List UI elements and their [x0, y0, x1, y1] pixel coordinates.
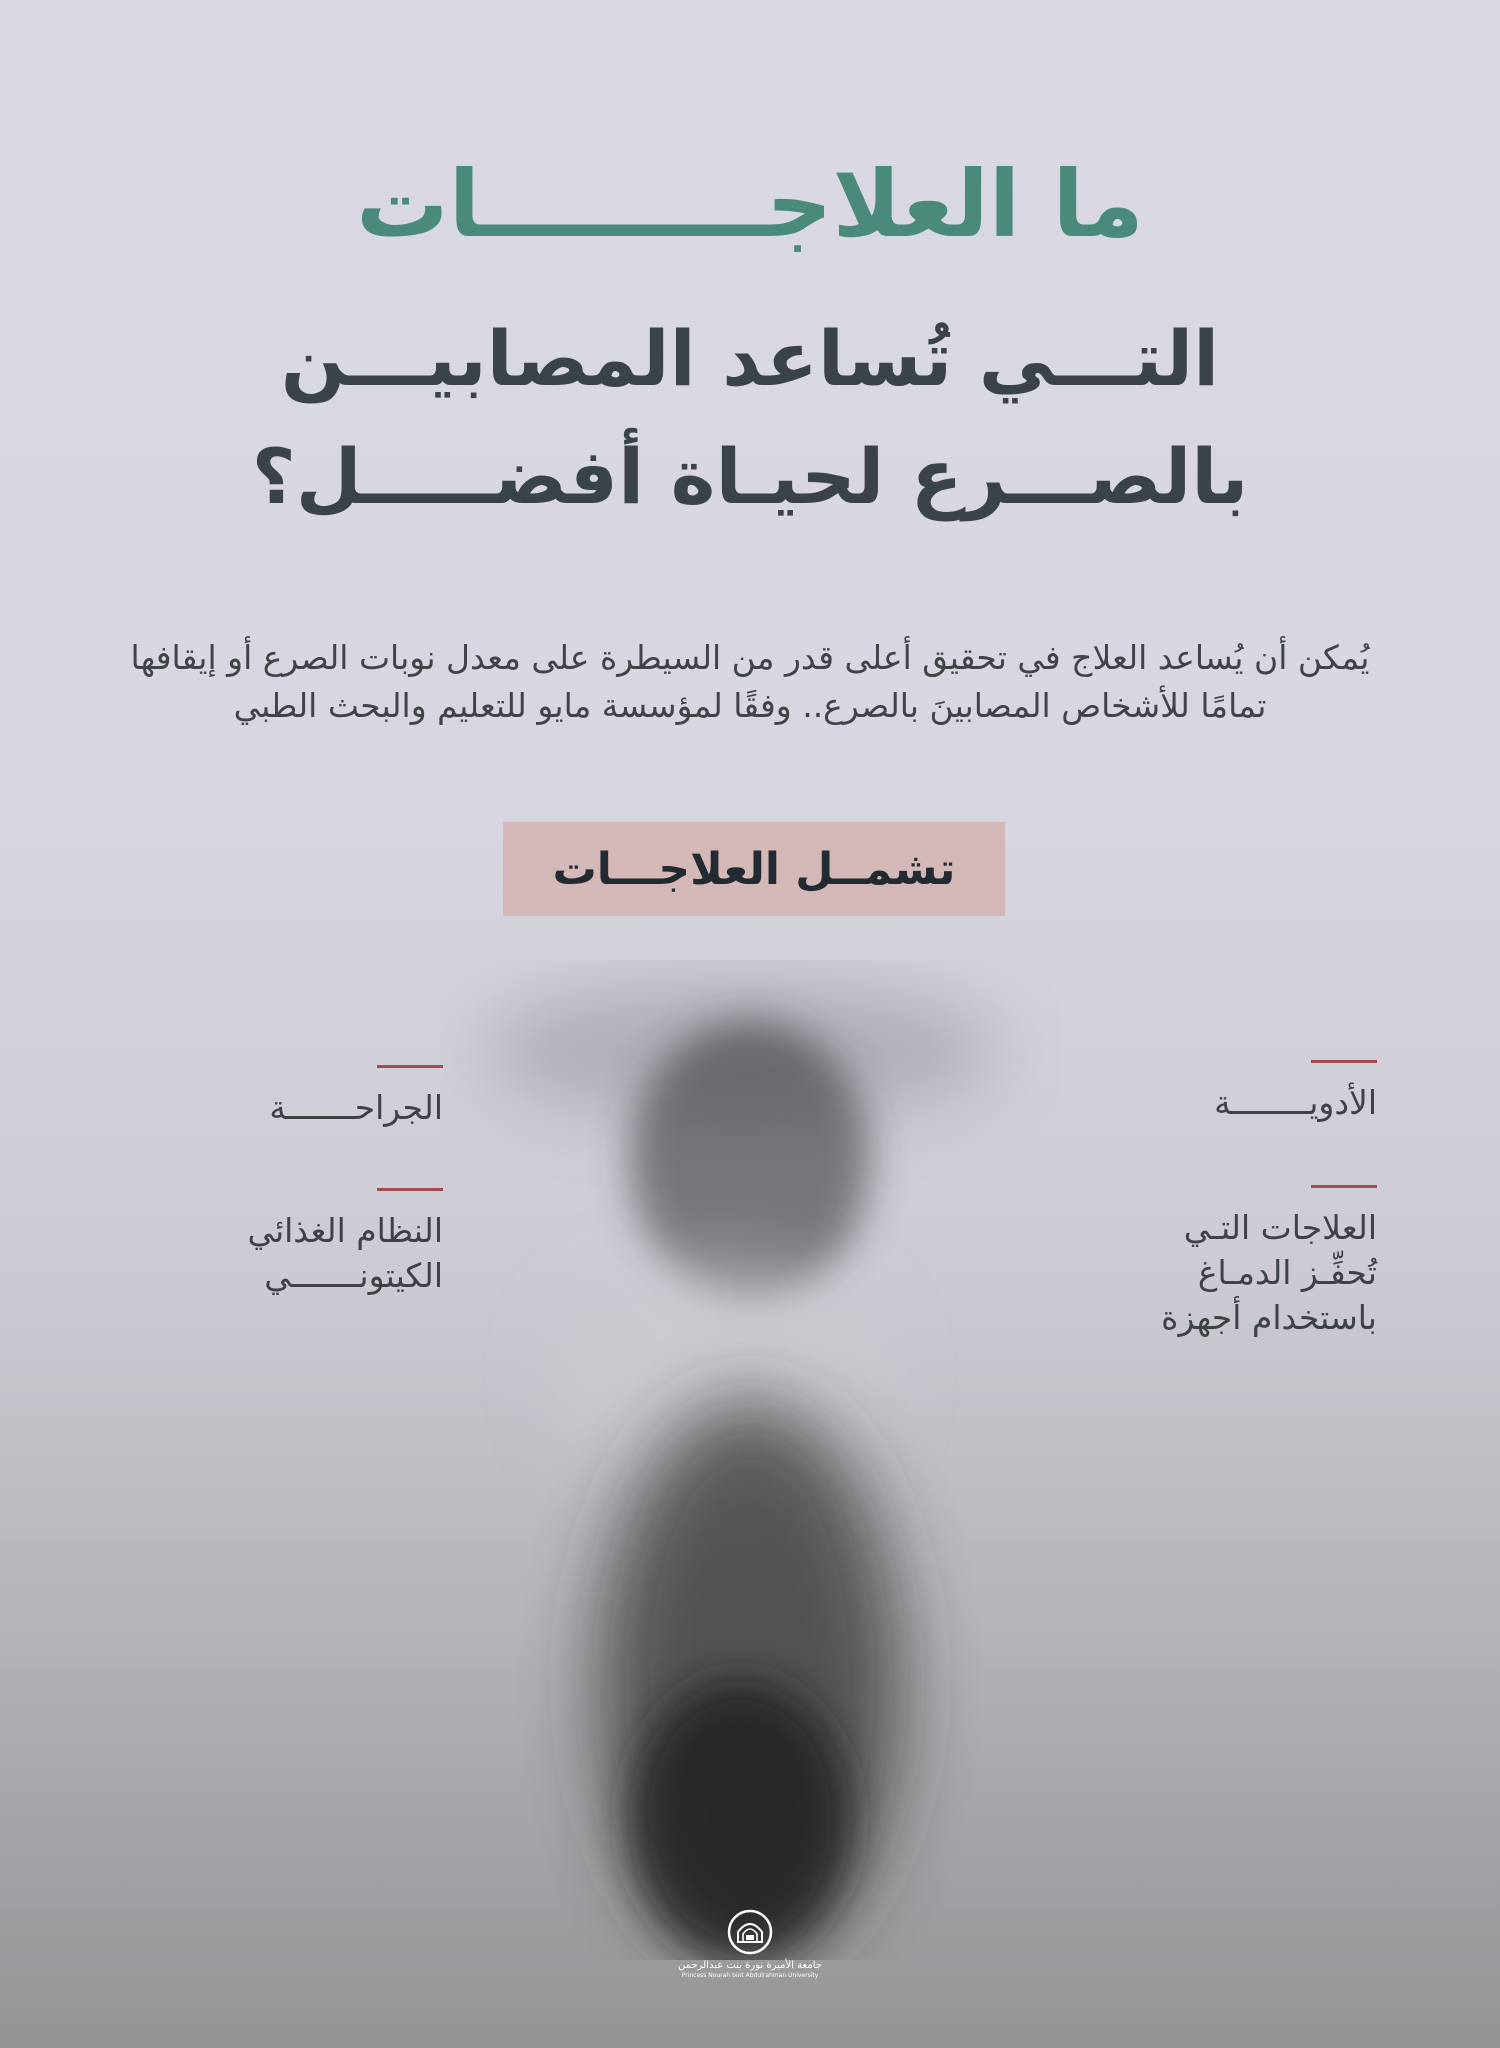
university-emblem-icon	[726, 1908, 774, 1956]
treatment-item-ketogenic-diet	[143, 1188, 443, 1299]
page-title: ما العلاجـــــــــات	[356, 151, 1144, 258]
university-name-en: Princess Nourah bint Abdulrahman University	[681, 1972, 819, 1979]
treatment-item-medications	[1077, 1060, 1377, 1126]
subtitle-line-1: التـــي تُساعد المصابيـــن	[280, 314, 1220, 403]
subtitle-line-2: بالصـــرع لحيـاة أفضـــــل؟	[251, 431, 1249, 521]
treatments-badge: تشمــل العلاجـــات	[503, 822, 1005, 916]
blurred-figure-image	[440, 960, 1060, 1960]
treatment-label: الأدويــــــــة	[1214, 1083, 1377, 1122]
accent-bar	[377, 1065, 443, 1068]
university-logo	[650, 1908, 850, 1979]
accent-bar	[1311, 1185, 1377, 1188]
intro-paragraph: يُمكن أن يُساعد العلاج في تحقيق أعلى قدر من السيطرة على معدل نوبات الصرع أو إيقافها تمامًا للأشخاص المصابينَ بالصرع.. وفقًا لمؤسسة مايو للتعليم والبحث الطبي	[130, 638, 1370, 725]
page-subtitle	[0, 300, 1500, 536]
treatment-item-brain-stimulation	[1077, 1185, 1377, 1341]
treatment-label: العلاجات التـي تُحفِّـز الدمـاغ باستخدام أجهزة	[1161, 1208, 1377, 1337]
treatment-label: الجراحـــــــة	[269, 1088, 443, 1127]
university-name-ar: جامعة الأميرة نورة بنت عبدالرحمن	[678, 1960, 822, 1971]
treatment-item-surgery	[143, 1065, 443, 1131]
accent-bar	[1311, 1060, 1377, 1063]
treatment-label: النظام الغذائي الكيتونـــــــي	[247, 1211, 443, 1295]
accent-bar	[377, 1188, 443, 1191]
